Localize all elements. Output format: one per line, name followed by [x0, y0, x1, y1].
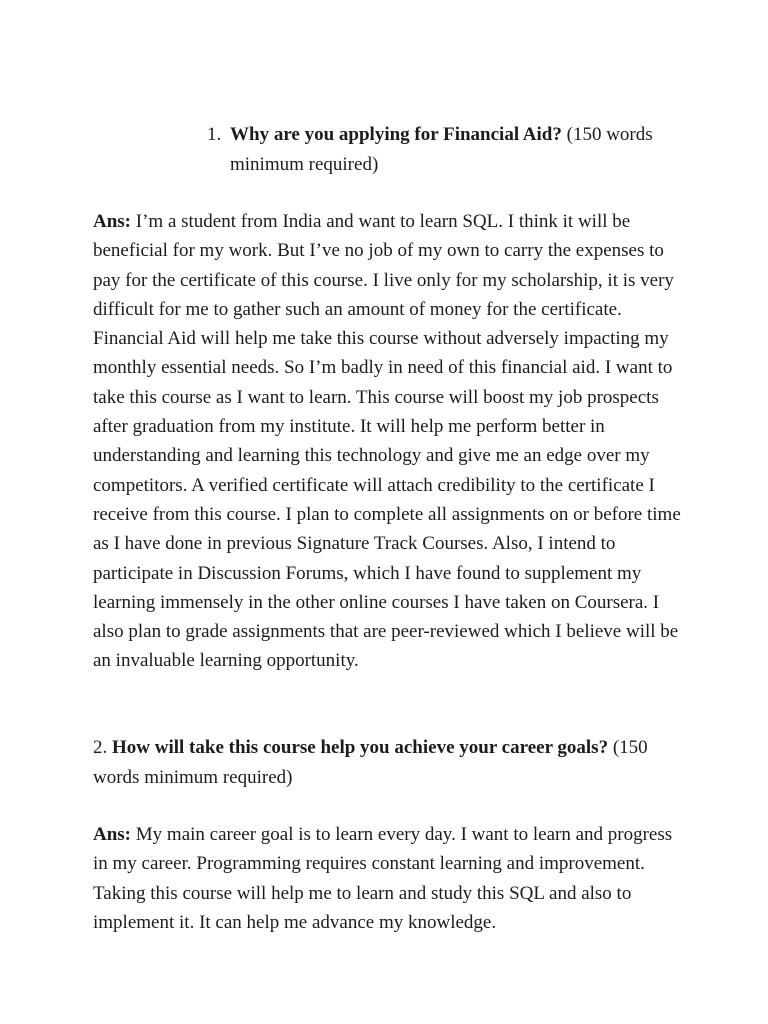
answer-1-label: Ans:: [93, 211, 132, 232]
answer-2-label: Ans:: [93, 824, 132, 845]
question-1-title: Why are you applying for Financial Aid?: [230, 124, 562, 145]
question-1-note: (150 words minimum required): [230, 124, 653, 175]
question-2-number: 2.: [93, 737, 112, 758]
question-2: [93, 733, 653, 792]
question-1-number: 1.: [207, 124, 222, 145]
question-2-note: (150 words minimum required): [93, 737, 648, 788]
answer-1: [93, 207, 683, 676]
answer-2-text: My main career goal is to learn every day. I want to learn and progress in my career. Programming requires constant learning and improvement. Taking this course will help me to learn and study this SQL and also to implement it. It can help me advance my knowledge.: [93, 824, 673, 933]
question-2-title: How will take this course help you achieve your career goals?: [112, 737, 609, 758]
question-1: [207, 120, 677, 180]
answer-1-text: I’m a student from India and want to learn SQL. I think it will be beneficial for my work. But I’ve no job of my own to carry the expenses to pay for the certificate of this course. I live only for my scholarship, it is very difficult for me to gather such an amount of money for the certificate. Financial Aid will help me take this course without adversely impacting my monthly essential needs. So I’m badly in need of this financial aid. I want to take this course as I want to learn. This course will boost my job prospects after graduation from my institute. It will help me perform better in understanding and learning this technology and give me an edge over my competitors. A verified certificate will attach credibility to the certificate I receive from this course. I plan to complete all assignments on or before time as I have done in previous Signature Track Courses. Also, I intend to participate in Discussion Forums, which I have found to supplement my learning immensely in the other online courses I have taken on Coursera. I also plan to grade assignments that are peer-reviewed which I believe will be an invaluable learning opportunity.: [93, 211, 681, 672]
answer-2: [93, 820, 683, 937]
question-1-text: [230, 120, 677, 180]
